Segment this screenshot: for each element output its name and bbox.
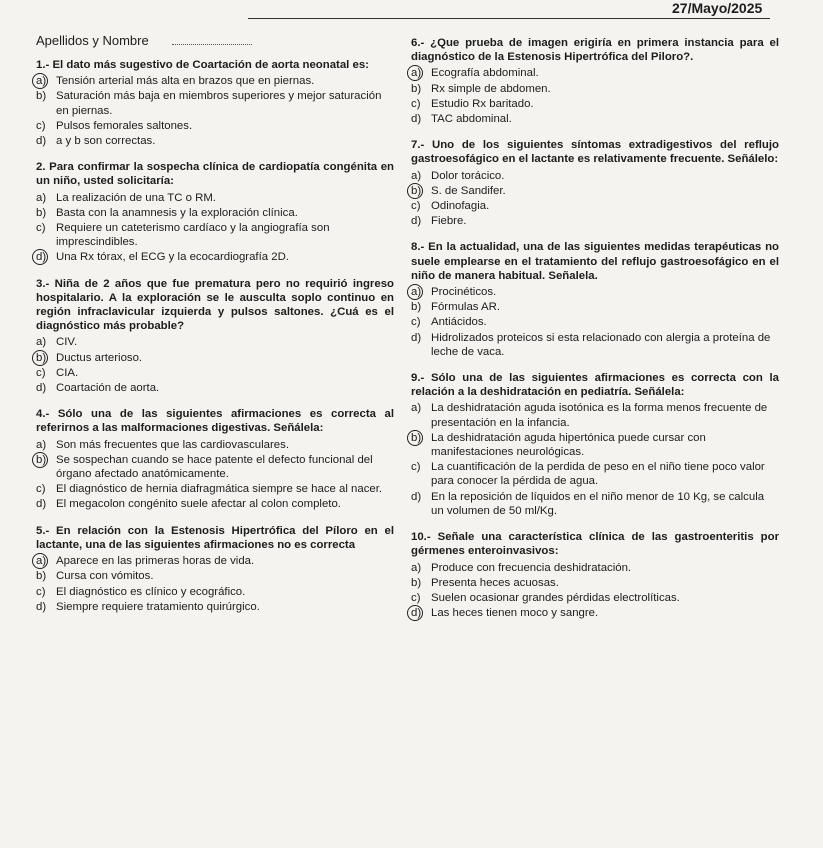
question-title: 9.- Sólo una de las siguientes afirmaciones es correcta con la relación a la deshidratación en pediatría. Señálela: (411, 372, 779, 399)
question-title: 6.- ¿Que prueba de imagen erigiría en primera instancia para el diagnóstico de la Estenosis Hipertrófica del Piloro?. (411, 37, 779, 64)
option-text: Fiebre. (431, 215, 467, 228)
question-title: 1.- El dato más sugestivo de Coartación de aorta neonatal es: (36, 59, 369, 71)
question-5 (36, 524, 394, 614)
option-letter: b) (411, 82, 422, 95)
answer-option[interactable] (36, 366, 394, 380)
option-text: Requiere un cateterismo cardíaco y la angiografía son imprescindibles. (56, 222, 330, 249)
option-letter: c) (36, 585, 46, 598)
answer-option[interactable] (36, 482, 394, 496)
question-title: 3.- Niña de 2 años que fue prematura pero no requirió ingreso hospitalario. A la exploración se le ausculta soplo continuo en región infraclavicular izquierda y pulsos saltones. ¿Cuá es el diagnóstico más probable? (36, 277, 394, 333)
answer-option[interactable] (411, 431, 779, 459)
option-text: Coartación de aorta. (56, 382, 160, 395)
answer-option[interactable] (36, 119, 394, 133)
option-text: Produce con frecuencia deshidratación. (431, 561, 632, 574)
option-text: Estudio Rx baritado. (431, 97, 534, 110)
answer-option[interactable] (36, 74, 394, 88)
circled-option-letter: a) (36, 554, 56, 568)
answer-option[interactable] (411, 591, 779, 605)
option-text: Dolor torácico. (431, 169, 505, 182)
answer-option[interactable] (411, 460, 779, 488)
answer-option[interactable] (36, 206, 394, 220)
option-letter: d) (36, 382, 47, 395)
option-text: Presenta heces acuosas. (431, 576, 559, 589)
question-7 (411, 138, 779, 228)
option-text: Antiácidos. (431, 316, 487, 329)
circled-option-letter: b) (411, 184, 431, 198)
right-column (411, 36, 779, 632)
option-text: Aparece en las primeras horas de vida. (56, 555, 255, 568)
option-letter: c) (36, 119, 46, 132)
option-letter: a) (411, 169, 422, 182)
answer-option[interactable] (36, 569, 394, 583)
question-2 (36, 160, 394, 264)
option-text: Siempre requiere tratamiento quirúrgico. (56, 600, 260, 613)
option-letter: a) (36, 336, 47, 349)
answer-option[interactable] (411, 112, 779, 126)
answer-option[interactable] (411, 576, 779, 590)
option-letter: b) (411, 301, 422, 314)
option-text: El megacolon congénito suele afectar al colon completo. (56, 498, 341, 511)
question-title: 7.- Uno de los siguientes síntomas extradigestivos del reflujo gastroesofágico en el lactante es relativamente frecuente. Señálelo: (411, 139, 779, 166)
option-text: Fórmulas AR. (431, 301, 500, 314)
option-letter: c) (411, 200, 421, 213)
question-9 (411, 371, 779, 518)
circled-option-letter: a) (411, 66, 431, 80)
option-letter: c) (36, 483, 46, 496)
answer-option[interactable] (411, 561, 779, 575)
question-8 (411, 240, 779, 359)
option-text: Ecografía abdominal. (431, 67, 539, 80)
question-title: 8.- En la actualidad, una de las siguientes medidas terapéuticas no suele emplearse en el tratamiento del reflujo gastroesofágico en el niño de manera habitual. Señalela. (411, 241, 779, 282)
answer-option[interactable] (36, 438, 394, 452)
option-letter: b) (36, 206, 47, 219)
option-letter: a) (411, 402, 422, 415)
answer-option[interactable] (36, 134, 394, 148)
answer-option[interactable] (36, 497, 394, 511)
option-letter: b) (411, 576, 422, 589)
answer-option[interactable] (36, 554, 394, 568)
option-text: Basta con la anamnesis y la exploración clínica. (56, 206, 298, 219)
question-title: 4.- Sólo una de las siguientes afirmaciones es correcta al referirnos a las malformaciones digestivas. Señálela: (36, 408, 394, 435)
option-text: Cursa con vómitos. (56, 570, 154, 583)
question-10 (411, 530, 779, 620)
option-text: TAC abdominal. (431, 113, 512, 126)
option-letter: c) (36, 366, 46, 379)
option-letter: d) (36, 600, 47, 613)
option-letter: c) (36, 222, 46, 235)
question-title: 2. Para confirmar la sospecha clínica de cardiopatía congénita en un niño, usted solicitaría: (36, 161, 394, 188)
option-text: Odinofagia. (431, 200, 490, 213)
circled-option-letter: b) (36, 351, 56, 365)
option-letter: c) (411, 97, 421, 110)
option-letter: d) (36, 135, 47, 148)
option-text: Procinéticos. (431, 286, 497, 299)
answer-option[interactable] (411, 199, 779, 213)
option-letter: a) (36, 438, 47, 451)
left-column (36, 58, 394, 626)
answer-option[interactable] (411, 606, 779, 620)
option-letter: c) (411, 316, 421, 329)
option-text: En la reposición de líquidos en el niño menor de 10 Kg, se calcula un volumen de 50 ml/Kg. (431, 490, 765, 517)
question-title: 5.- En relación con la Estenosis Hipertrófica del Píloro en el lactante, una de las siguientes afirmaciones no es correcta (36, 524, 394, 551)
answer-option[interactable] (36, 585, 394, 599)
option-letter: d) (411, 331, 422, 344)
option-letter: c) (411, 461, 421, 474)
answer-option[interactable] (411, 184, 779, 198)
question-4 (36, 407, 394, 511)
option-letter: c) (411, 591, 421, 604)
option-letter: d) (411, 113, 422, 126)
option-text: El diagnóstico de hernia diafragmática siempre se hace al nacer. (56, 483, 383, 496)
option-text: a y b son correctas. (56, 135, 156, 148)
circled-option-letter: a) (411, 285, 431, 299)
option-text: Ductus arterioso. (56, 351, 143, 364)
question-1 (36, 58, 394, 148)
answer-option[interactable] (36, 89, 394, 117)
header-rule (248, 18, 770, 19)
answer-option[interactable] (411, 331, 779, 359)
option-text: Saturación más baja en miembros superiores y mejor saturación en piernas. (56, 90, 382, 117)
exam-date: 27/Mayo/2025 (672, 0, 763, 16)
option-letter: b) (36, 570, 47, 583)
answer-option[interactable] (36, 600, 394, 614)
answer-option[interactable] (411, 490, 779, 518)
answer-option[interactable] (36, 191, 394, 205)
answer-option[interactable] (411, 401, 779, 429)
answer-option[interactable] (36, 221, 394, 249)
answer-option[interactable] (411, 315, 779, 329)
answer-option[interactable] (36, 335, 394, 349)
option-text: La deshidratación aguda hipertónica puede cursar con manifestaciones neurológicas. (431, 431, 706, 459)
option-text: Rx simple de abdomen. (431, 82, 551, 95)
answer-option[interactable] (411, 214, 779, 228)
option-text: Las heces tienen moco y sangre. (431, 607, 599, 620)
answer-option[interactable] (36, 250, 394, 264)
circled-option-letter: d) (411, 606, 431, 620)
circled-option-letter: b) (411, 431, 431, 459)
answer-option[interactable] (36, 381, 394, 395)
option-text: Pulsos femorales saltones. (56, 119, 193, 132)
option-text: Hidrolizados proteicos si esta relacionado con alergia a proteína de leche de vaca. (431, 331, 771, 358)
answer-option[interactable] (36, 453, 394, 481)
option-text: La realización de una TC o RM. (56, 191, 216, 204)
answer-option[interactable] (36, 351, 394, 365)
circled-option-letter: d) (36, 250, 56, 264)
option-text: La deshidratación aguda isotónica es la forma menos frecuente de presentación en la infancia. (431, 402, 768, 429)
option-text: Tensión arterial más alta en brazos que en piernas. (56, 75, 315, 88)
option-letter: d) (36, 498, 47, 511)
option-text: El diagnóstico es clínico y ecográfico. (56, 585, 246, 598)
answer-option[interactable] (411, 82, 779, 96)
option-text: CIA. (56, 366, 79, 379)
answer-option[interactable] (411, 169, 779, 183)
answer-option[interactable] (411, 300, 779, 314)
option-letter: d) (411, 490, 422, 503)
option-letter: a) (36, 191, 47, 204)
answer-option[interactable] (411, 97, 779, 111)
option-letter: a) (411, 561, 422, 574)
option-letter: d) (411, 215, 422, 228)
question-title: 10.- Señale una característica clínica de las gastroenteritis por gérmenes enteroinvasivos: (411, 531, 779, 558)
question-3 (36, 277, 394, 396)
option-text: Suelen ocasionar grandes pérdidas electrolíticas. (431, 591, 680, 604)
answer-option[interactable] (411, 285, 779, 299)
question-6 (411, 36, 779, 126)
name-label: Apellidos y Nombre (36, 33, 149, 48)
option-text: CIV. (56, 336, 78, 349)
circled-option-letter: b) (36, 453, 56, 481)
option-text: Se sospechan cuando se hace patente el defecto funcional del órgano afectado anatómicamente. (56, 453, 373, 481)
circled-option-letter: a) (36, 74, 56, 88)
name-blank-line (172, 44, 252, 45)
option-text: Una Rx tórax, el ECG y la ecocardiografía 2D. (56, 251, 289, 264)
option-letter: b) (36, 90, 47, 103)
option-text: S. de Sandifer. (431, 184, 506, 197)
answer-option[interactable] (411, 66, 779, 80)
option-text: La cuantificación de la perdida de peso en el niño tiene poco valor para conocer la pérdida de agua. (431, 461, 765, 488)
option-text: Son más frecuentes que las cardiovasculares. (56, 438, 289, 451)
